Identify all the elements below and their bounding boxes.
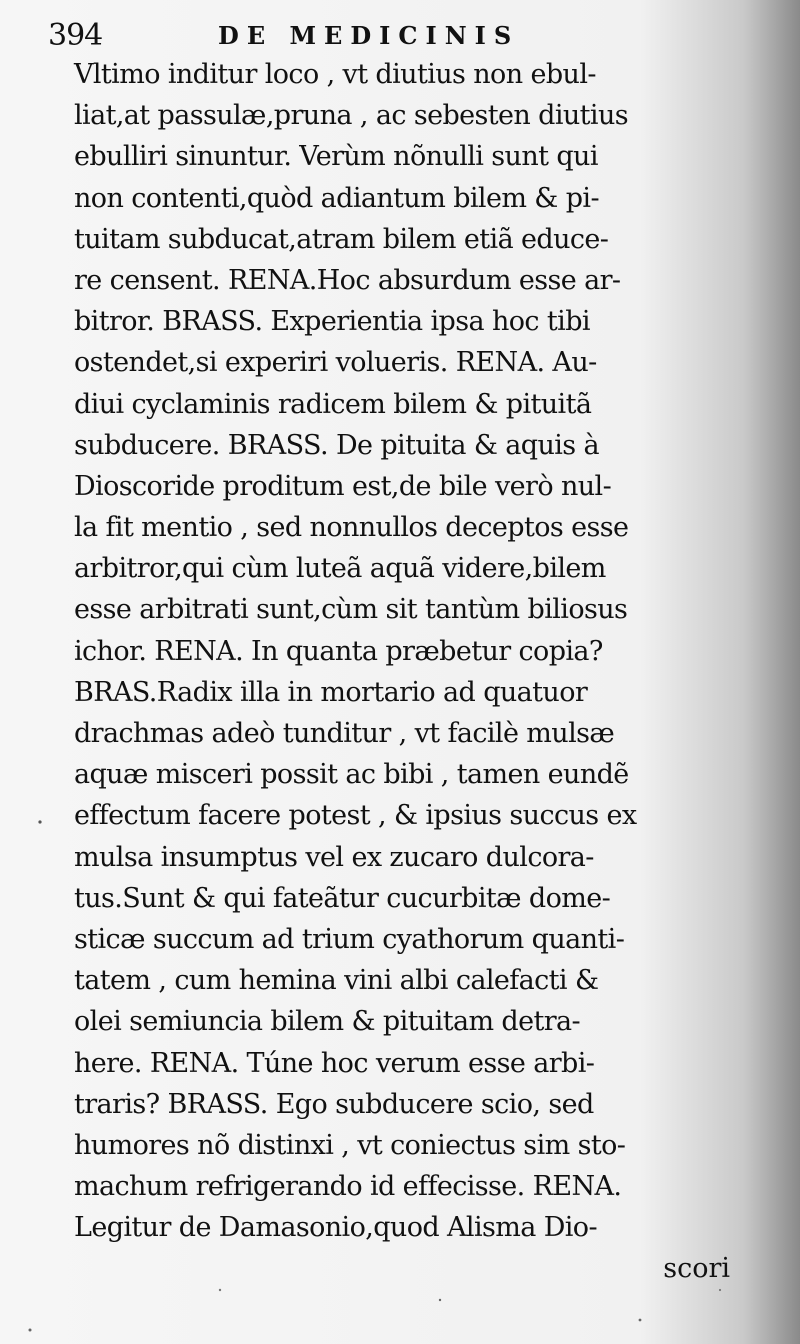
text-line: la fit mentio , sed nonnullos deceptos esse (74, 512, 629, 544)
text-line: machum refrigerando id effecisse. RENA. (74, 1171, 622, 1203)
text-line: ichor. RENA. In quanta præbetur copia? (74, 635, 603, 667)
text-line: bitror. BRASS. Experientia ipsa hoc tibi (74, 306, 590, 338)
body-text (74, 54, 734, 1248)
text-line: mulsa insumptus vel ex zucaro dulcora- (74, 841, 594, 873)
text-line: tus.Sunt & qui fateãtur cucurbitæ dome- (74, 882, 611, 914)
text-line: here. RENA. Túne hoc verum esse arbi- (74, 1047, 595, 1079)
text-line: BRAS.Radix illa in mortario ad quatuor (74, 676, 588, 708)
text-line: Vltimo inditur loco , vt diutius non ebul- (74, 59, 596, 90)
text-line: tuitam subducat,atram bilem etiã educe- (74, 223, 609, 255)
text-line: ebulliri sinuntur. Verùm nõnulli sunt qui (74, 141, 598, 173)
text-line: aquæ misceri possit ac bibi , tamen eundẽ (74, 759, 629, 791)
text-line: humores nõ distinxi , vt coniectus sim sto- (74, 1129, 626, 1161)
text-line: tatem , cum hemina vini albi calefacti & (74, 965, 599, 997)
text-line: liat,at passulæ,pruna , ac sebesten diutius (74, 100, 629, 132)
text-line: effectum facere potest , & ipsius succus ex (74, 800, 637, 832)
page-number: 394 (48, 18, 103, 53)
text-line: sticæ succum ad trium cyathorum quanti- (74, 923, 625, 955)
catchword: scori (663, 1253, 730, 1284)
text-line: ostendet,si experiri volueris. RENA. Au- (74, 347, 597, 379)
text-line: re censent. RENA.Hoc absurdum esse ar- (74, 264, 621, 296)
text-line: arbitror,qui cùm luteã aquã videre,bilem (74, 553, 606, 585)
text-line: Dioscoride proditum est,de bile verò nul- (74, 470, 612, 502)
text-line: olei semiuncia bilem & pituitam detra- (74, 1006, 581, 1038)
running-head: DE MEDICINIS (218, 21, 520, 50)
text-line: traris? BRASS. Ego subducere scio, sed (74, 1088, 594, 1120)
text-line: esse arbitrati sunt,cùm sit tantùm biliosus (74, 594, 628, 626)
text-line: Legitur de Damasonio,quod Alisma Dio- (74, 1212, 597, 1244)
text-line: diui cyclaminis radicem bilem & pituitã (74, 388, 592, 420)
text-line: drachmas adeò tunditur , vt facilè mulsæ (74, 718, 615, 749)
text-line: subducere. BRASS. De pituita & aquis à (74, 429, 600, 461)
page-header (48, 14, 608, 58)
text-line: non contenti,quòd adiantum bilem & pi- (74, 182, 599, 214)
